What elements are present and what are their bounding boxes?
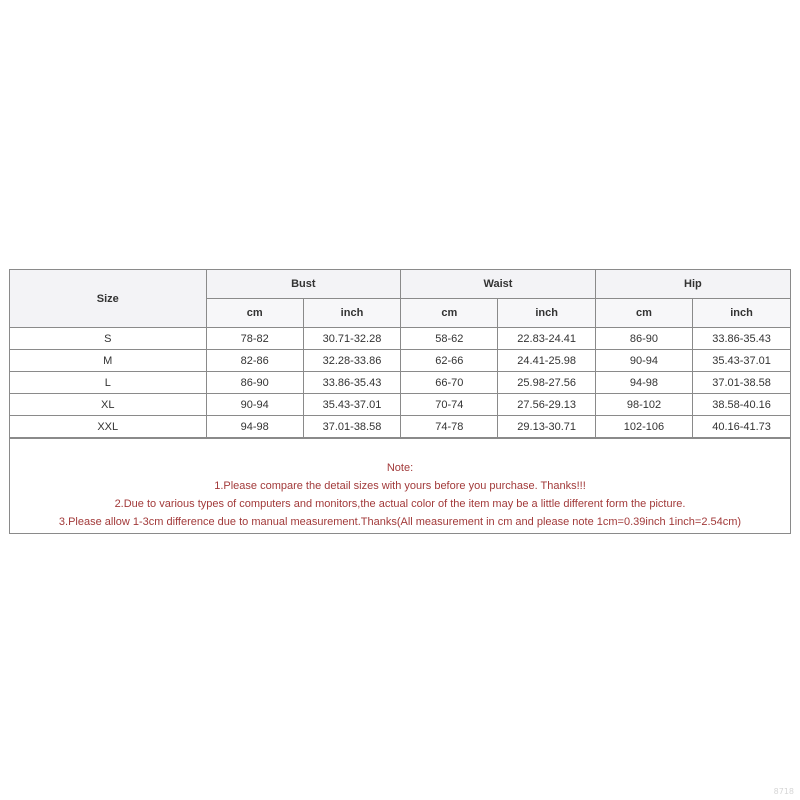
group-header-hip: Hip <box>595 270 790 299</box>
table-cell: 94-98 <box>206 416 303 438</box>
table-row <box>10 394 790 416</box>
notes-section <box>10 438 790 533</box>
table-cell: 37.01-38.58 <box>693 372 790 394</box>
table-cell: 94-98 <box>595 372 692 394</box>
size-label: L <box>10 372 206 394</box>
size-label: M <box>10 350 206 372</box>
table-cell: 86-90 <box>595 328 692 350</box>
table-cell: 30.71-32.28 <box>303 328 400 350</box>
size-label: S <box>10 328 206 350</box>
size-label: XL <box>10 394 206 416</box>
group-header-bust: Bust <box>206 270 401 299</box>
table-cell: 90-94 <box>595 350 692 372</box>
table-cell: 32.28-33.86 <box>303 350 400 372</box>
unit-header: inch <box>693 299 790 328</box>
table-cell: 38.58-40.16 <box>693 394 790 416</box>
size-table <box>10 270 790 438</box>
table-row <box>10 328 790 350</box>
table-cell: 29.13-30.71 <box>498 416 595 438</box>
unit-header: cm <box>401 299 498 328</box>
table-cell: 33.86-35.43 <box>303 372 400 394</box>
table-cell: 25.98-27.56 <box>498 372 595 394</box>
table-cell: 35.43-37.01 <box>303 394 400 416</box>
unit-header: inch <box>498 299 595 328</box>
table-cell: 58-62 <box>401 328 498 350</box>
table-cell: 78-82 <box>206 328 303 350</box>
table-cell: 86-90 <box>206 372 303 394</box>
table-cell: 98-102 <box>595 394 692 416</box>
table-cell: 27.56-29.13 <box>498 394 595 416</box>
table-cell: 37.01-38.58 <box>303 416 400 438</box>
group-header-row <box>10 270 790 299</box>
size-table-body <box>10 328 790 438</box>
table-cell: 40.16-41.73 <box>693 416 790 438</box>
notes-title: Note: <box>386 462 414 474</box>
group-header-waist: Waist <box>401 270 596 299</box>
table-cell: 33.86-35.43 <box>693 328 790 350</box>
table-cell: 35.43-37.01 <box>693 350 790 372</box>
table-row <box>10 350 790 372</box>
note-line: 1.Please compare the detail sizes with yours before you purchase. Thanks!!! <box>214 480 586 492</box>
note-line: 2.Due to various types of computers and monitors,the actual color of the item may be a little different form the picture. <box>114 498 686 510</box>
table-row <box>10 416 790 438</box>
table-cell: 24.41-25.98 <box>498 350 595 372</box>
table-cell: 62-66 <box>401 350 498 372</box>
table-cell: 22.83-24.41 <box>498 328 595 350</box>
table-cell: 90-94 <box>206 394 303 416</box>
note-line: 3.Please allow 1-3cm difference due to manual measurement.Thanks(All measurement in cm and please note 1cm=0.39inch 1inch=2.54cm) <box>58 516 742 528</box>
unit-header: cm <box>595 299 692 328</box>
size-chart <box>9 269 791 534</box>
unit-header: cm <box>206 299 303 328</box>
table-cell: 66-70 <box>401 372 498 394</box>
size-header: Size <box>10 270 206 328</box>
table-cell: 102-106 <box>595 416 692 438</box>
table-cell: 74-78 <box>401 416 498 438</box>
table-cell: 82-86 <box>206 350 303 372</box>
table-cell: 70-74 <box>401 394 498 416</box>
size-label: XXL <box>10 416 206 438</box>
unit-header: inch <box>303 299 400 328</box>
watermark: 8718 <box>773 787 794 796</box>
table-row <box>10 372 790 394</box>
